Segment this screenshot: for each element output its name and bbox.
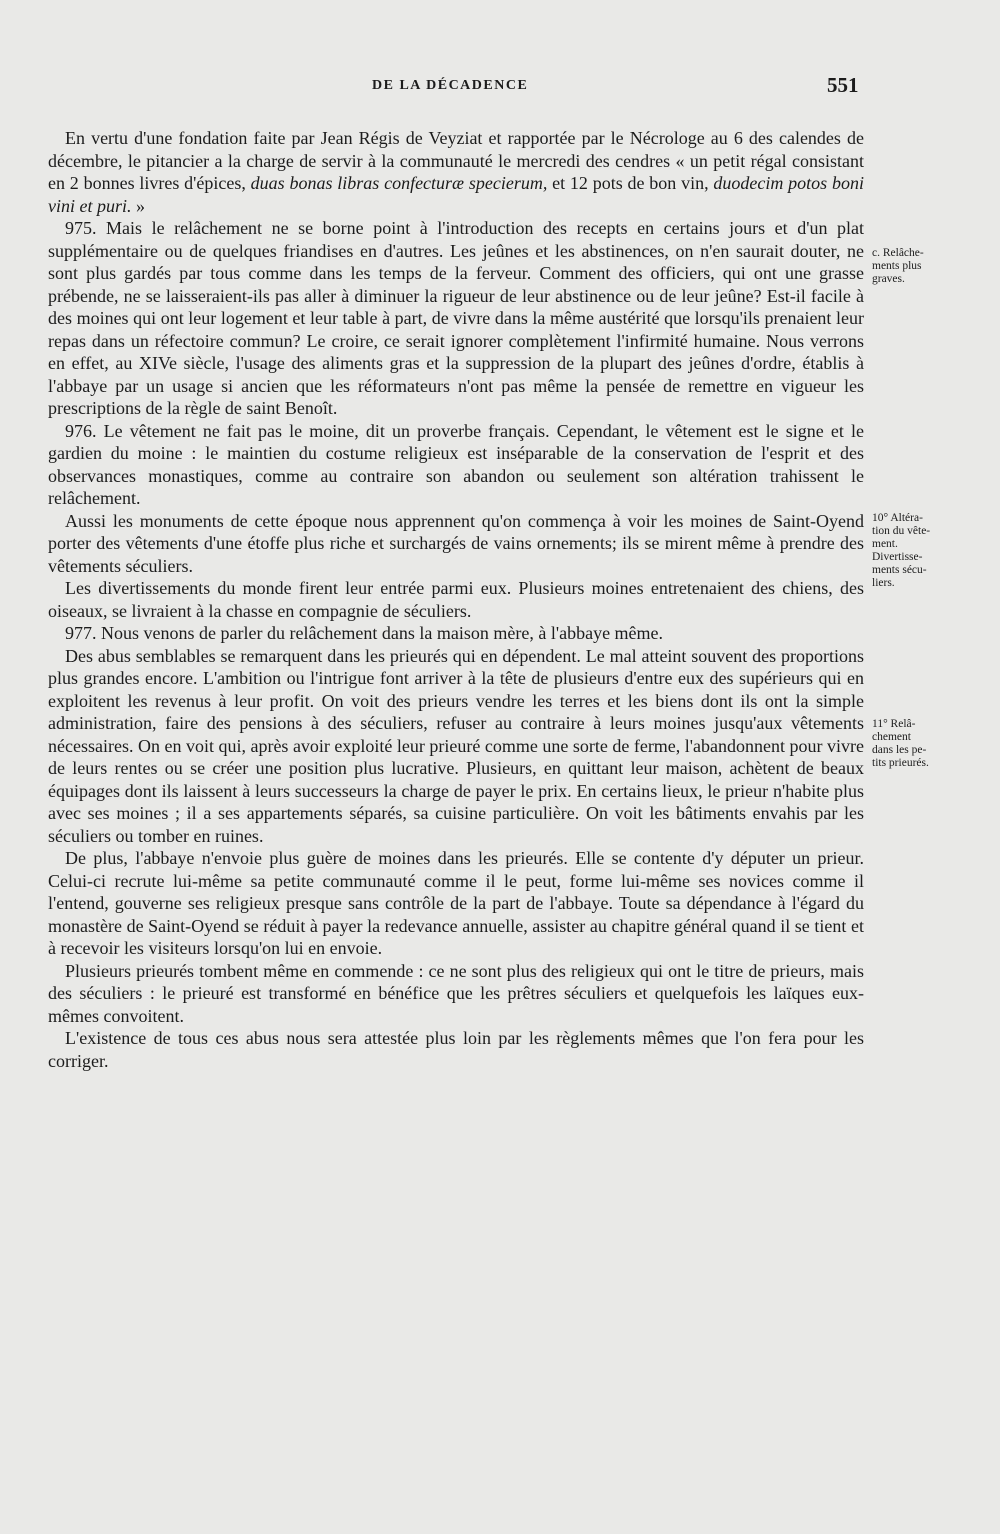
paragraph: L'existence de tous ces abus nous sera attestée plus loin par les règlements mêmes que l'on fera pour les corriger. bbox=[48, 1028, 864, 1071]
main-text bbox=[48, 127, 864, 1072]
margin-note-line: 11° Relâ- bbox=[872, 718, 916, 730]
margin-note-line: c. Relâche- bbox=[872, 247, 924, 259]
text-run: » bbox=[131, 195, 145, 216]
margin-note-line: ment. bbox=[872, 538, 898, 550]
paragraph: Les divertissements du monde firent leur entrée parmi eux. Plusieurs moines entretenaient des chiens, des oiseaux, se livraient à la chasse en compagnie de séculiers. bbox=[48, 578, 864, 621]
paragraph-977: 977. Nous venons de parler du relâchement dans la maison mère, à l'abbaye même. bbox=[65, 623, 664, 643]
margin-note-line: Divertisse- bbox=[872, 551, 923, 563]
margin-note-alteration bbox=[872, 512, 964, 590]
paragraph: De plus, l'abbaye n'envoie plus guère de moines dans les prieurés. Elle se contente d'y députer un prieur. Celui-ci recrute lui-même sa petite communauté comme il le peut, forme lui-même ses novices comme il l'entend, gouverne ses religieux presque sans contrôle de la part de l'abbaye. Toute sa dépendance à l'égard du monastère de Saint-Oyend se réduit à payer la redevance annuelle, assister au chapitre général quand il se tient et à recevoir les visiteurs lorsqu'on lui en envoie. bbox=[48, 848, 864, 958]
paragraph: Des abus semblables se remarquent dans les prieurés qui en dépendent. Le mal atteint souvent des proportions plus grandes encore. L'ambition ou l'intrigue font arriver à la tête de plusieurs d'entre eux des supérieurs qui en exploitent les revenus à leur profit. On voit des prieurs vendre les terres et les biens dont ils ont la simple administration, faire des pensions à des séculiers, refuser au contraire à leurs moines jusqu'aux vêtements nécessaires. On en voit qui, après avoir exploité leur prieuré comme une sorte de ferme, l'abandonnent pour vivre de leurs rentes ou se créer une position plus lucrative. Plusieurs, en quittant leur maison, achètent de beaux équipages dont ils laissent à leurs successeurs la charge de payer le prix. En certains lieux, le prieur n'habite plus avec ses moines ; il a ses appartements séparés, sa cuisine particulière. On voit les bâtiments envahis par les séculiers ou tomber en ruines. bbox=[48, 645, 864, 846]
paragraph-976: 976. Le vêtement ne fait pas le moine, dit un proverbe français. Cependant, le vêtement est le signe et le gardien du moine : le maintien du costume religieux est inséparable de la conservation de l'esprit et des observances monastiques, comme au contraire son abandon ou seulement son altération trahissent le relâchement. bbox=[48, 420, 864, 508]
margin-note-line: tion du vête- bbox=[872, 525, 931, 537]
latin-quote: duodecim potos boni vini et puri. bbox=[48, 173, 864, 216]
margin-note-relachements bbox=[872, 247, 964, 286]
margin-note-line: tits prieurés. bbox=[872, 757, 929, 769]
margin-note-line: graves. bbox=[872, 273, 905, 285]
paragraph bbox=[48, 127, 864, 217]
text-run: En vertu d'une fondation faite par Jean Régis de Veyziat et rapportée par le Nécrologe au 6 des calendes de décembre, le pitancier a la charge de servir à la communauté le mercredi des cendres « un petit régal consistant en 2 bonnes livres d'épices, bbox=[48, 128, 864, 193]
text-run: et 12 pots de bon vin, bbox=[547, 173, 714, 193]
margin-note-line: ments plus bbox=[872, 260, 922, 272]
margin-note-line: ments sécu- bbox=[872, 564, 927, 576]
margin-note-line: 10° Altéra- bbox=[872, 512, 923, 524]
margin-note-line: dans les pe- bbox=[872, 744, 927, 756]
margin-note-line: chement bbox=[872, 731, 911, 743]
paragraph-975: 975. Mais le relâchement ne se borne point à l'introduction des recepts en certains jours et d'un plat supplémentaire ou de quelques friandises en d'autres. Les jeûnes et les abstinences, on n'en saurait douter, ne sont plus gardés par tous comme dans les temps de la ferveur. Comment des officiers, qui ont une grasse prébende, ne se laisseraient-ils pas aller à diminuer la rigueur de leur abstinence ou de leur jeûne? Est-il facile à des moines qui ont leur logement et leur table à part, de vivre dans la même austérité que lorsqu'ils prenaient leur repas dans un réfectoire commun? Le croire, ce serait ignorer complètement l'infirmité humaine. Nous verrons en effet, au XIVe siècle, l'usage des aliments gras et la suppression de la plupart des jeûnes d'ordre, établis à l'abbaye par un usage si ancien que les réformateurs n'ont pas même la pensée de remettre en vigueur les prescriptions de la règle de saint Benoît. bbox=[48, 218, 864, 418]
page-number: 551 bbox=[827, 73, 859, 97]
margin-note-prieures bbox=[872, 718, 964, 770]
margin-note-line: liers. bbox=[872, 577, 895, 589]
paragraph: Aussi les monuments de cette époque nous apprennent qu'on commença à voir les moines de Saint-Oyend porter des vêtements d'une étoffe plus riche et surchargés de vains ornements; ils se mirent même à prendre des vêtements séculiers. bbox=[48, 510, 864, 576]
running-title: DE LA DÉCADENCE bbox=[372, 78, 529, 93]
paragraph: Plusieurs prieurés tombent même en commende : ce ne sont plus des religieux qui ont le titre de prieurs, mais des séculiers : le prieuré est transformé en bénéfice que les prêtres séculiers et quelquefois les laïques eux-mêmes convoitent. bbox=[48, 960, 864, 1026]
latin-quote: duas bonas libras confecturæ specierum, bbox=[250, 173, 548, 193]
page-header bbox=[0, 73, 1000, 102]
